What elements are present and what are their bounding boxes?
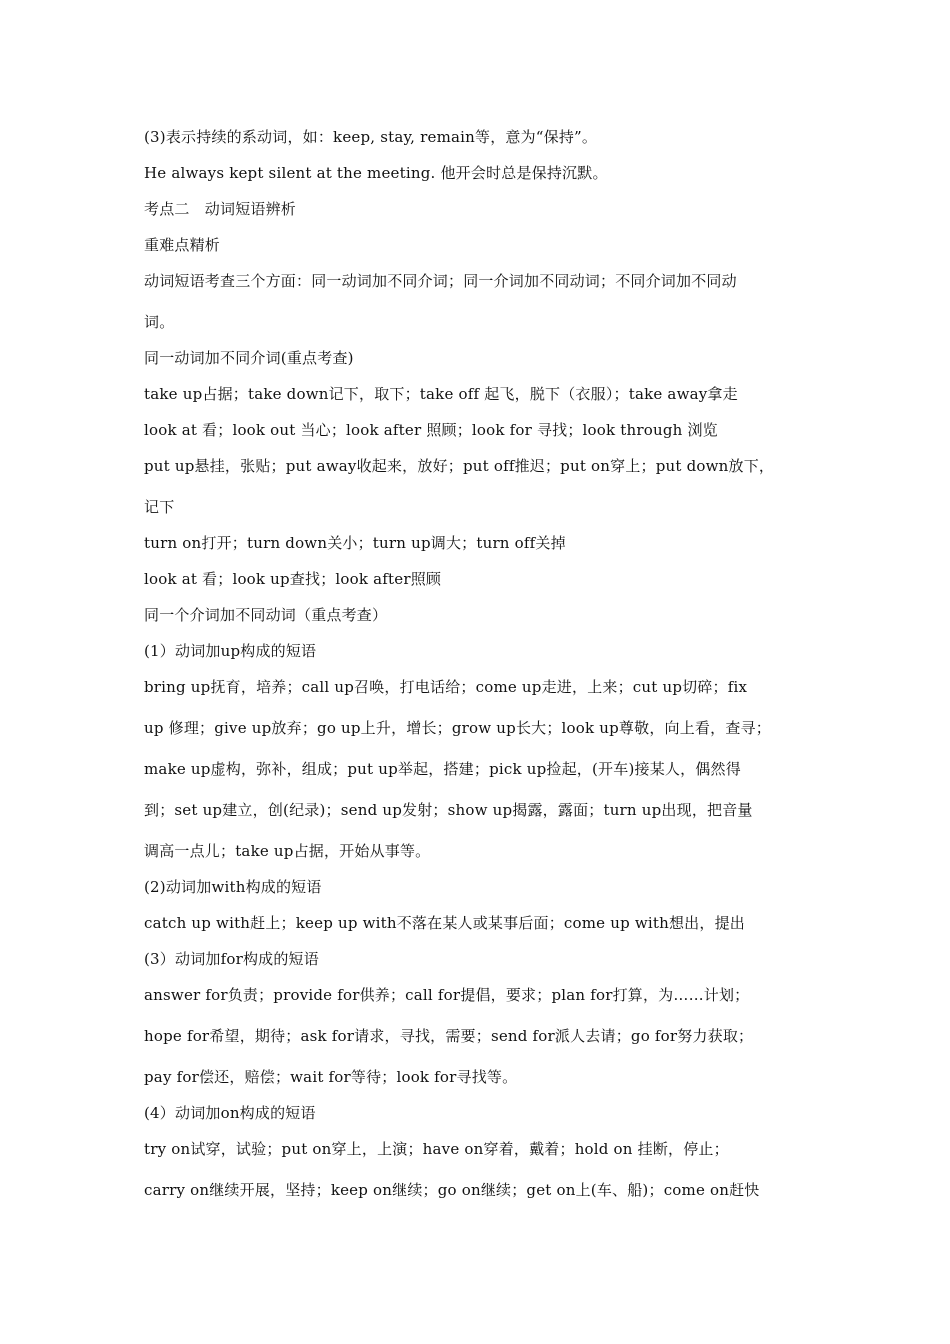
text-line: look at 看；look out 当心；look after 照顾；look for 寻找；look through 浏览 <box>144 421 718 439</box>
list-heading: (3）动词加for构成的短语 <box>144 950 319 968</box>
text-line: turn on打开；turn down关小；turn up调大；turn off关掉 <box>144 534 566 552</box>
text-line: answer for负责；provide for供养；call for提倡，要求；plan for打算，为……计划； <box>144 986 750 1004</box>
subsection-heading: 同一动词加不同介词(重点考查) <box>144 349 354 367</box>
text-line: 调高一点儿；take up占据，开始从事等。 <box>144 842 431 860</box>
list-heading: (1）动词加up构成的短语 <box>144 642 317 660</box>
text-line: 到；set up建立，创(纪录)；send up发射；show up揭露，露面；turn up出现，把音量 <box>144 801 753 819</box>
subsection-heading: 同一个介词加不同动词（重点考查） <box>144 606 388 624</box>
text-line: hope for希望，期待；ask for请求，寻找，需要；send for派人去请；go for努力获取； <box>144 1027 754 1045</box>
text-line: up 修理；give up放弃；go up上升，增长；grow up长大；look up尊敬，向上看，查寻； <box>144 719 771 737</box>
text-line: try on试穿，试验；put on穿上，上演；have on穿着，戴着；hold on 挂断，停止； <box>144 1140 729 1158</box>
text-line: 动词短语考查三个方面：同一动词加不同介词；同一介词加不同动词；不同介词加不同动 <box>144 272 737 290</box>
section-heading: 考点二 动词短语辨析 <box>144 200 297 218</box>
text-line: 记下 <box>144 498 175 516</box>
text-line: catch up with赶上；keep up with不落在某人或某事后面；come up with想出，提出 <box>144 914 745 932</box>
text-line: He always kept silent at the meeting. 他开会时总是保持沉默。 <box>144 164 608 182</box>
text-line: put up悬挂，张贴；put away收起来，放好；put off推迟；put on穿上；put down放下， <box>144 457 775 475</box>
text-line: bring up抚育，培养；call up召唤，打电话给；come up走进，上来；cut up切碎；fix <box>144 678 748 696</box>
subsection-heading: 重难点精析 <box>144 236 221 254</box>
text-line: look at 看；look up查找；look after照顾 <box>144 570 442 588</box>
text-line: 词。 <box>144 313 175 331</box>
text-line: take up占据；take down记下，取下；take off 起飞，脱下（衣服）；take away拿走 <box>144 385 738 403</box>
text-line: make up虚构，弥补，组成；put up举起，搭建；pick up捡起，(开车)接某人，偶然得 <box>144 760 741 778</box>
text-line: carry on继续开展，坚持；keep on继续；go on继续；get on上(车、船)；come on赶快 <box>144 1181 760 1199</box>
list-heading: (2)动词加with构成的短语 <box>144 878 322 896</box>
text-line: (3)表示持续的系动词，如：keep, stay, remain等，意为“保持”。 <box>144 128 598 146</box>
text-line: pay for偿还，赔偿；wait for等待；look for寻找等。 <box>144 1068 518 1086</box>
list-heading: (4）动词加on构成的短语 <box>144 1104 316 1122</box>
